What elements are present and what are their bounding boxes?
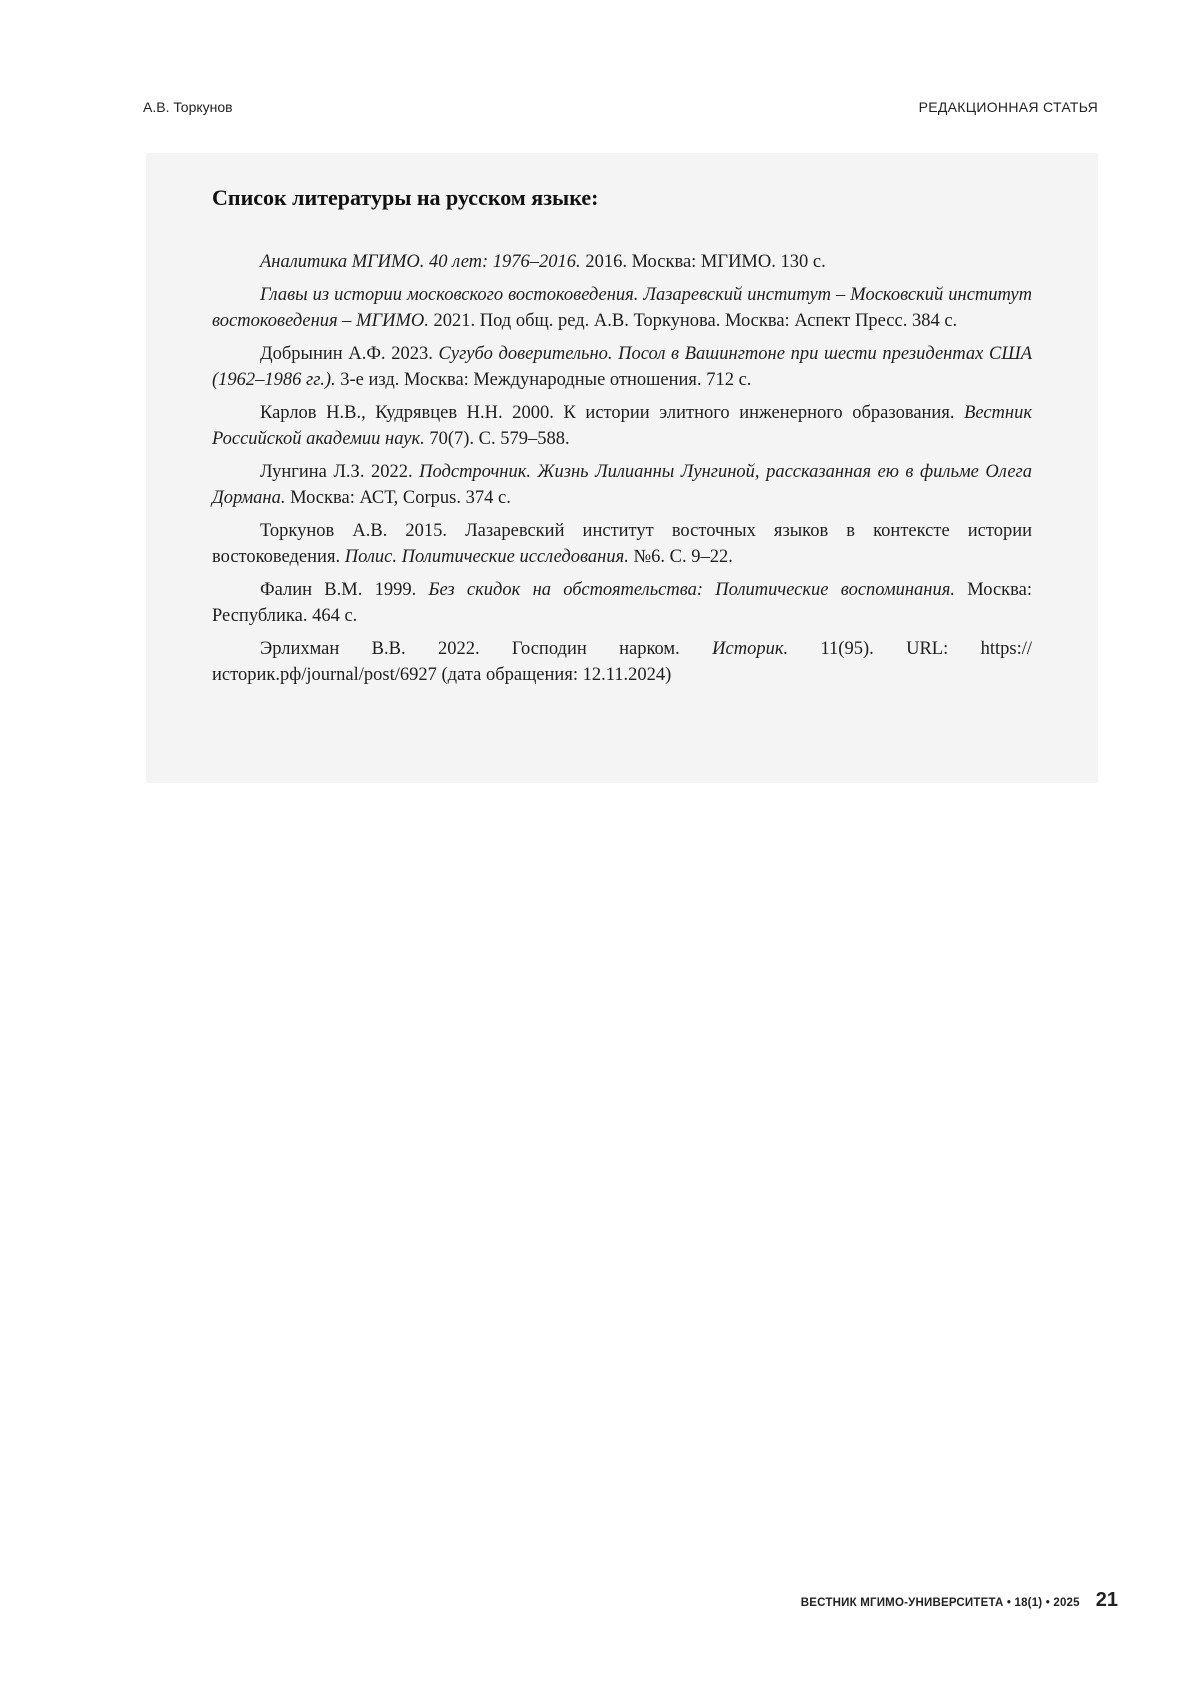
section-label: РЕДАКЦИОННАЯ СТАТЬЯ bbox=[918, 99, 1098, 115]
page-footer bbox=[801, 1589, 1118, 1612]
reference-rest: 2021. Под общ. ред. А.В. Торкунова. Москва: Аспект Пресс. 384 с. bbox=[428, 311, 958, 331]
reference-italic: Сугубо доверительно. Посол в Вашингтоне при шести президентах США (1962–1986 гг.). bbox=[212, 344, 1032, 390]
reference-rest: 70(7). С. 579–588. bbox=[424, 429, 570, 449]
reference-italic: Вестник Российской академии наук. bbox=[212, 403, 1032, 449]
reference-item bbox=[212, 636, 1032, 688]
reference-lead: Добрынин А.Ф. 2023. bbox=[260, 344, 439, 364]
reference-rest: 2016. Москва: МГИМО. 130 с. bbox=[580, 252, 826, 272]
running-head bbox=[143, 99, 1098, 115]
reference-lead: Лунгина Л.З. 2022. bbox=[260, 462, 420, 482]
reference-rest: Москва: АСТ, Corpus. 374 с. bbox=[285, 488, 511, 508]
reference-italic: Без скидок на обстоятельства: Политические воспоминания. bbox=[428, 580, 955, 600]
reference-item bbox=[212, 459, 1032, 511]
reference-item bbox=[212, 282, 1032, 334]
reference-lead: Эрлихман В.В. 2022. Господин нарком. bbox=[260, 639, 713, 659]
author-name: А.В. Торкунов bbox=[143, 99, 233, 115]
reference-rest: Москва: Республика. 464 с. bbox=[212, 580, 1032, 626]
reference-italic: Подстрочник. Жизнь Лилианны Лунгиной, рассказанная ею в фильме Олега Дормана. bbox=[212, 462, 1032, 508]
reference-italic: Полис. Политические исследования. bbox=[344, 547, 629, 567]
page-number: 21 bbox=[1095, 1589, 1118, 1611]
reference-lead: Торкунов А.В. 2015. Лазаревский институт восточных языков в контексте истории востоковедения. bbox=[212, 521, 1032, 567]
reference-rest: №6. С. 9–22. bbox=[628, 547, 733, 567]
reference-italic: Историк. bbox=[712, 639, 789, 659]
reference-item bbox=[212, 249, 1032, 275]
reference-item bbox=[212, 341, 1032, 393]
reference-item bbox=[212, 577, 1032, 629]
reference-italic: Аналитика МГИМО. 40 лет: 1976–2016. bbox=[260, 252, 581, 272]
reference-item bbox=[212, 400, 1032, 452]
reference-lead: Фалин В.М. 1999. bbox=[260, 580, 429, 600]
reference-italic: Главы из истории московского востоковедения. Лазаревский институт – Московский институт востоковедения – МГИМО. bbox=[212, 285, 1032, 331]
journal-name: ВЕСТНИК МГИМО-УНИВЕРСИТЕТА • 18(1) • 2025 bbox=[800, 1597, 1080, 1609]
references-title: Список литературы на русском языке: bbox=[212, 185, 599, 210]
reference-lead: Карлов Н.В., Кудрявцев Н.Н. 2000. К истории элитного инженерного образования. bbox=[260, 403, 965, 423]
reference-rest: 3-е изд. Москва: Международные отношения. 712 с. bbox=[335, 370, 752, 390]
reference-item bbox=[212, 518, 1032, 570]
references-box bbox=[146, 153, 1098, 783]
reference-rest: 11(95). URL: https://историк.рф/journal/post/6927 (дата обращения: 12.11.2024) bbox=[212, 639, 1032, 685]
